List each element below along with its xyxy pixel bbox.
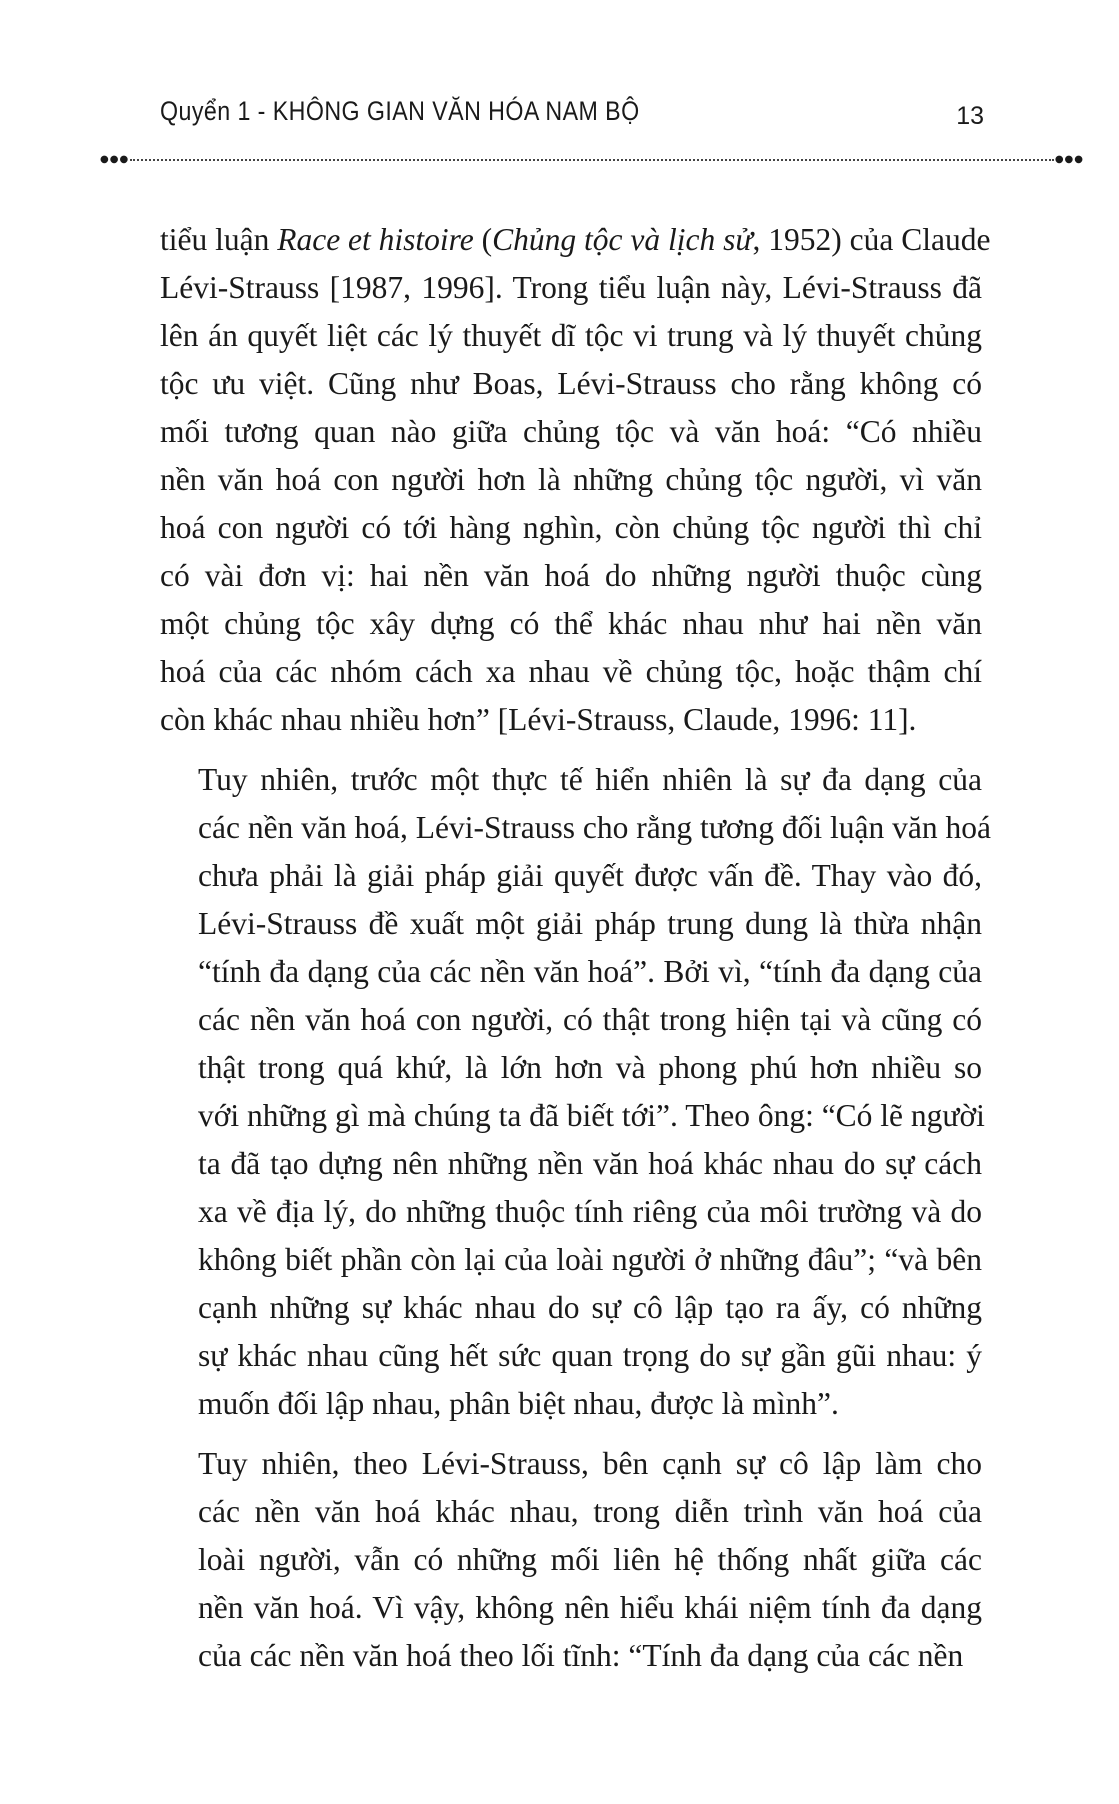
text-line: các nền văn hoá, Lévi-Strauss cho rằng tương đối luận văn hoá [198, 810, 991, 845]
page-number: 13 [956, 102, 984, 130]
text-line: nền văn hoá con người hơn là những chủng tộc người, vì văn [160, 462, 982, 497]
text-line: hoá của các nhóm cách xa nhau về chủng tộc, hoặc thậm chí [160, 654, 982, 689]
text-line: Tuy nhiên, theo Lévi-Strauss, bên cạnh sự cô lập làm cho [198, 1446, 982, 1481]
paragraph-3 [160, 1440, 982, 1680]
book-header-title: Quyển 1 - KHÔNG GIAN VĂN HÓA NAM BỘ [160, 96, 640, 126]
text-line: tộc ưu việt. Cũng như Boas, Lévi-Strauss cho rằng không có [160, 366, 982, 401]
text-line: chưa phải là giải pháp giải quyết được vấn đề. Thay vào đó, [198, 858, 982, 893]
text-line: với những gì mà chúng ta đã biết tới”. Theo ông: “Có lẽ người [198, 1098, 985, 1133]
divider-ornament-right: ●●● [1054, 154, 1084, 165]
text-line: không biết phần còn lại của loài người ở những đâu”; “và bên [198, 1242, 982, 1277]
text-line: còn khác nhau nhiều hơn” [Lévi-Strauss, Claude, 1996: 11]. [160, 702, 917, 737]
text-line: loài người, vẫn có những mối liên hệ thống nhất giữa các [198, 1542, 982, 1577]
text-line: các nền văn hoá khác nhau, trong diễn trình văn hoá của [198, 1494, 982, 1529]
body-text [160, 216, 991, 1680]
text-line: của các nền văn hoá theo lối tĩnh: “Tính đa dạng của các nền [198, 1638, 964, 1673]
text-line: các nền văn hoá con người, có thật trong hiện tại và cũng có [198, 1002, 982, 1037]
text-line: nền văn hoá. Vì vậy, không nên hiểu khái niệm tính đa dạng [198, 1590, 982, 1625]
running-header [160, 96, 984, 136]
text-line: Lévi-Strauss đề xuất một giải pháp trung dung là thừa nhận [198, 906, 982, 941]
text-line: một chủng tộc xây dựng có thể khác nhau như hai nền văn [160, 606, 982, 641]
text-line: tiểu luận Race et histoire (Chủng tộc và lịch sử, 1952) của Claude [160, 222, 991, 257]
text-line: lên án quyết liệt các lý thuyết dĩ tộc vi trung và lý thuyết chủng [160, 318, 982, 353]
divider-dotted-line [130, 159, 1054, 161]
text-line: xa về địa lý, do những thuộc tính riêng của môi trường và do [198, 1194, 982, 1229]
divider-ornament-left: ●●● [100, 154, 130, 165]
paragraph-1 [160, 216, 991, 744]
text-line: thật trong quá khứ, là lớn hơn và phong phú hơn nhiều so [198, 1050, 982, 1085]
text-line: mối tương quan nào giữa chủng tộc và văn hoá: “Có nhiều [160, 414, 982, 449]
paragraph-2 [160, 756, 991, 1428]
text-line: Tuy nhiên, trước một thực tế hiển nhiên là sự đa dạng của [198, 762, 982, 797]
text-line: sự khác nhau cũng hết sức quan trọng do sự gần gũi nhau: ý [198, 1338, 982, 1373]
text-line: muốn đối lập nhau, phân biệt nhau, được là mình”. [198, 1386, 839, 1421]
text-line: Lévi-Strauss [1987, 1996]. Trong tiểu luận này, Lévi-Strauss đã [160, 270, 982, 305]
text-line: có vài đơn vị: hai nền văn hoá do những người thuộc cùng [160, 558, 982, 593]
text-line: ta đã tạo dựng nên những nền văn hoá khác nhau do sự cách [198, 1146, 982, 1181]
header-divider [100, 156, 1084, 164]
text-line: cạnh những sự khác nhau do sự cô lập tạo ra ấy, có những [198, 1290, 982, 1325]
text-line: hoá con người có tới hàng nghìn, còn chủng tộc người thì chỉ [160, 510, 982, 545]
text-line: “tính đa dạng của các nền văn hoá”. Bởi vì, “tính đa dạng của [198, 954, 982, 989]
